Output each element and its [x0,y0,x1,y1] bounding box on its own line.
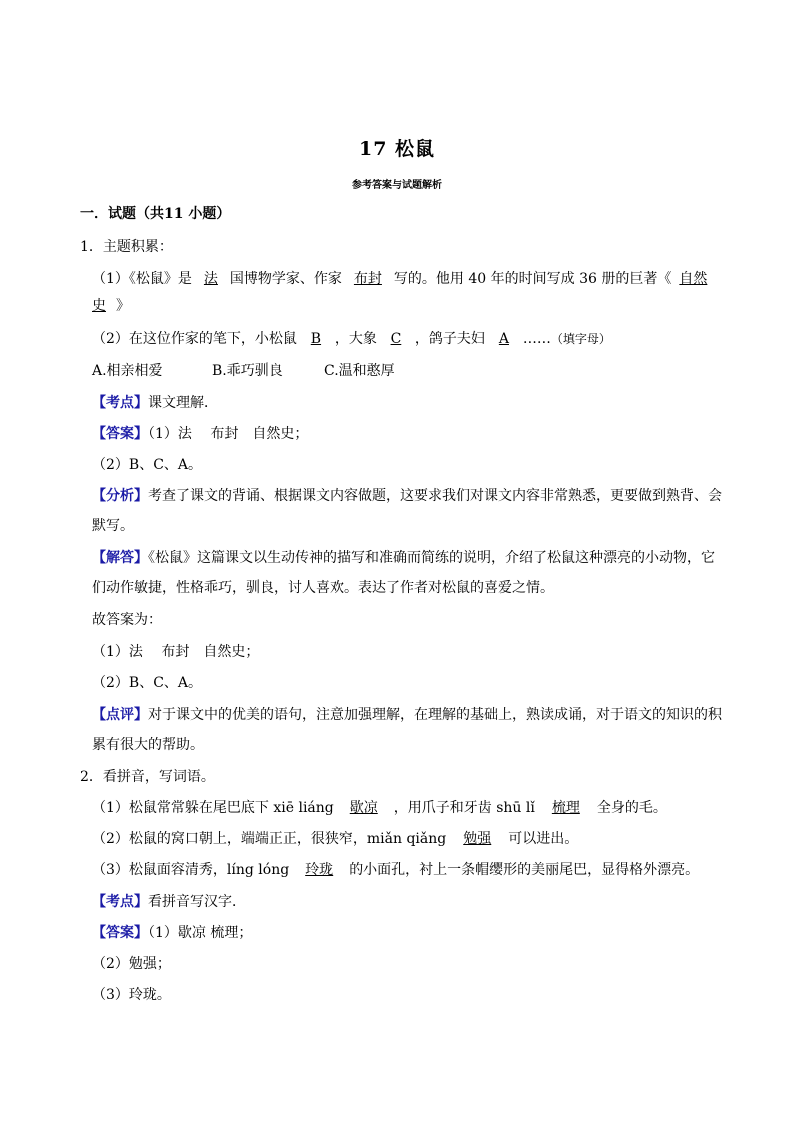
page-title: 17 松鼠 [358,138,436,160]
q1-option-b: B.乖巧驯良 [212,363,283,379]
comment-tag: 【点评】 [92,707,148,723]
q1-blank-squirrel: B [310,331,322,347]
q1-part1-text-a: （1）《松鼠》是 [92,271,192,287]
q2-answer-text-1: （1）歇凉 梳理； [148,925,253,941]
q1-fill-hint: （填字母） [550,332,611,346]
q1-blank-elephant: C [390,331,402,347]
q1-blank-book-part1: 自然 [679,271,708,287]
q2-s3-text-a: （3）松鼠面容清秀，líng lóng [92,862,290,878]
question-2-heading: 2．看拼音，写词语。 [80,769,215,785]
q2-answer [92,923,252,943]
q1-answer [92,424,308,444]
q2-kaodian [92,892,246,912]
q1-part1-text-c: 国博物学家、作家 [229,271,342,287]
q2-s3-text-c: 的小面孔，衬上一条帽缨形的美丽尾巴，显得格外漂亮。 [349,862,700,878]
q1-answer-line2: （2）B、C、A。 [92,457,203,473]
q2-s1-text-d: 全身的毛。 [596,800,667,816]
q1-kaodian [92,393,218,413]
comment-text-1: 对于课文中的优美的语句，注意加强理解，在理解的基础上，熟读成诵，对于语文的知识的积 [148,707,722,723]
page-subtitle: 参考答案与试题解析 [352,180,442,191]
q1-part2-line [92,329,611,349]
q2-answer-line3: （3）玲珑。 [92,987,171,1003]
q2-s1-text-a: （1）松鼠常常躲在尾巴底下 xiē liáng [92,800,334,816]
q2-s1-text-c: ，用爪子和牙齿 shū lǐ [393,800,535,816]
q1-blank-author: 布封 [353,271,382,287]
q1-part1-line1 [92,269,707,289]
answer-tag: 【答案】 [92,426,148,442]
q1-part2-text-c: ，大象 [334,331,377,347]
answer-text-1: （1）法 布封 自然史； [148,426,309,442]
q1-comment [92,705,722,725]
q1-analysis-line2: 默写。 [92,518,134,534]
q1-therefore: 故答案为： [92,612,162,628]
q2-blank-xieliang: 歇凉 [349,800,378,816]
section-heading: 一．试题（共11 小题） [80,206,231,222]
q1-solution [92,548,715,568]
q1-final-answer-2: （2）B、C、A。 [92,675,203,691]
q1-part1-text-d: 写的。他用 40 年的时间写成 36 册的巨著《 [393,271,672,287]
q1-part2-text-d: ，鸽子夫妇 [414,331,485,347]
q2-blank-linglong: 玲珑 [305,862,334,878]
q1-part1-line2 [92,296,130,316]
q2-kaodian-text: 看拼音写汉字． [148,894,246,910]
q2-sentence-2 [92,829,578,849]
q1-blank-country: 法 [203,271,218,287]
q2-s2-text-c: 可以进出。 [508,831,579,847]
q1-solution-line2: 们动作敏捷，性格乖巧，驯良，讨人喜欢。表达了作者对松鼠的喜爱之情。 [92,580,554,596]
kaodian-tag: 【考点】 [92,395,148,411]
q1-option-a: A.相亲相爱 [92,363,163,379]
jieda-tag: 【解答】 [92,550,148,566]
analysis-tag: 【分析】 [92,488,148,504]
jieda-text-1: 《松鼠》这篇课文以生动传神的描写和准确而简练的说明，介绍了松鼠这种漂亮的小动物，它 [148,550,715,566]
q1-blank-pigeons: A [498,331,509,347]
q1-comment-line2: 累有很大的帮助。 [92,737,204,753]
q1-part1-text-e: 》 [116,298,130,314]
q1-blank-book-part2: 史 [92,298,106,314]
q2-kaodian-tag: 【考点】 [92,894,148,910]
question-1-heading: 1．主题积累： [80,239,173,255]
kaodian-text: 课文理解． [148,395,218,411]
q2-answer-line2: （2）勉强； [92,956,171,972]
analysis-text-1: 考查了课文的背诵、根据课文内容做题，这要求我们对课文内容非常熟悉，更要做到熟背、会 [148,488,722,504]
q1-part2-text-e: …… [522,331,551,347]
q1-final-answer-1: （1）法 布封 自然史； [92,644,260,660]
q1-analysis [92,486,722,506]
q2-blank-shuli: 梳理 [551,800,580,816]
q2-sentence-1 [92,798,667,818]
q1-part2-text-a: （2）在这位作家的笔下，小松鼠 [92,331,297,347]
q2-blank-mianqiang: 勉强 [463,831,492,847]
q2-s2-text-a: （2）松鼠的窝口朝上，端端正正，很狭窄，miǎn qiǎng [92,831,447,847]
q2-sentence-3 [92,860,699,880]
q1-options [92,361,395,381]
q2-answer-tag: 【答案】 [92,925,148,941]
q1-option-c: C.温和憨厚 [324,363,395,379]
